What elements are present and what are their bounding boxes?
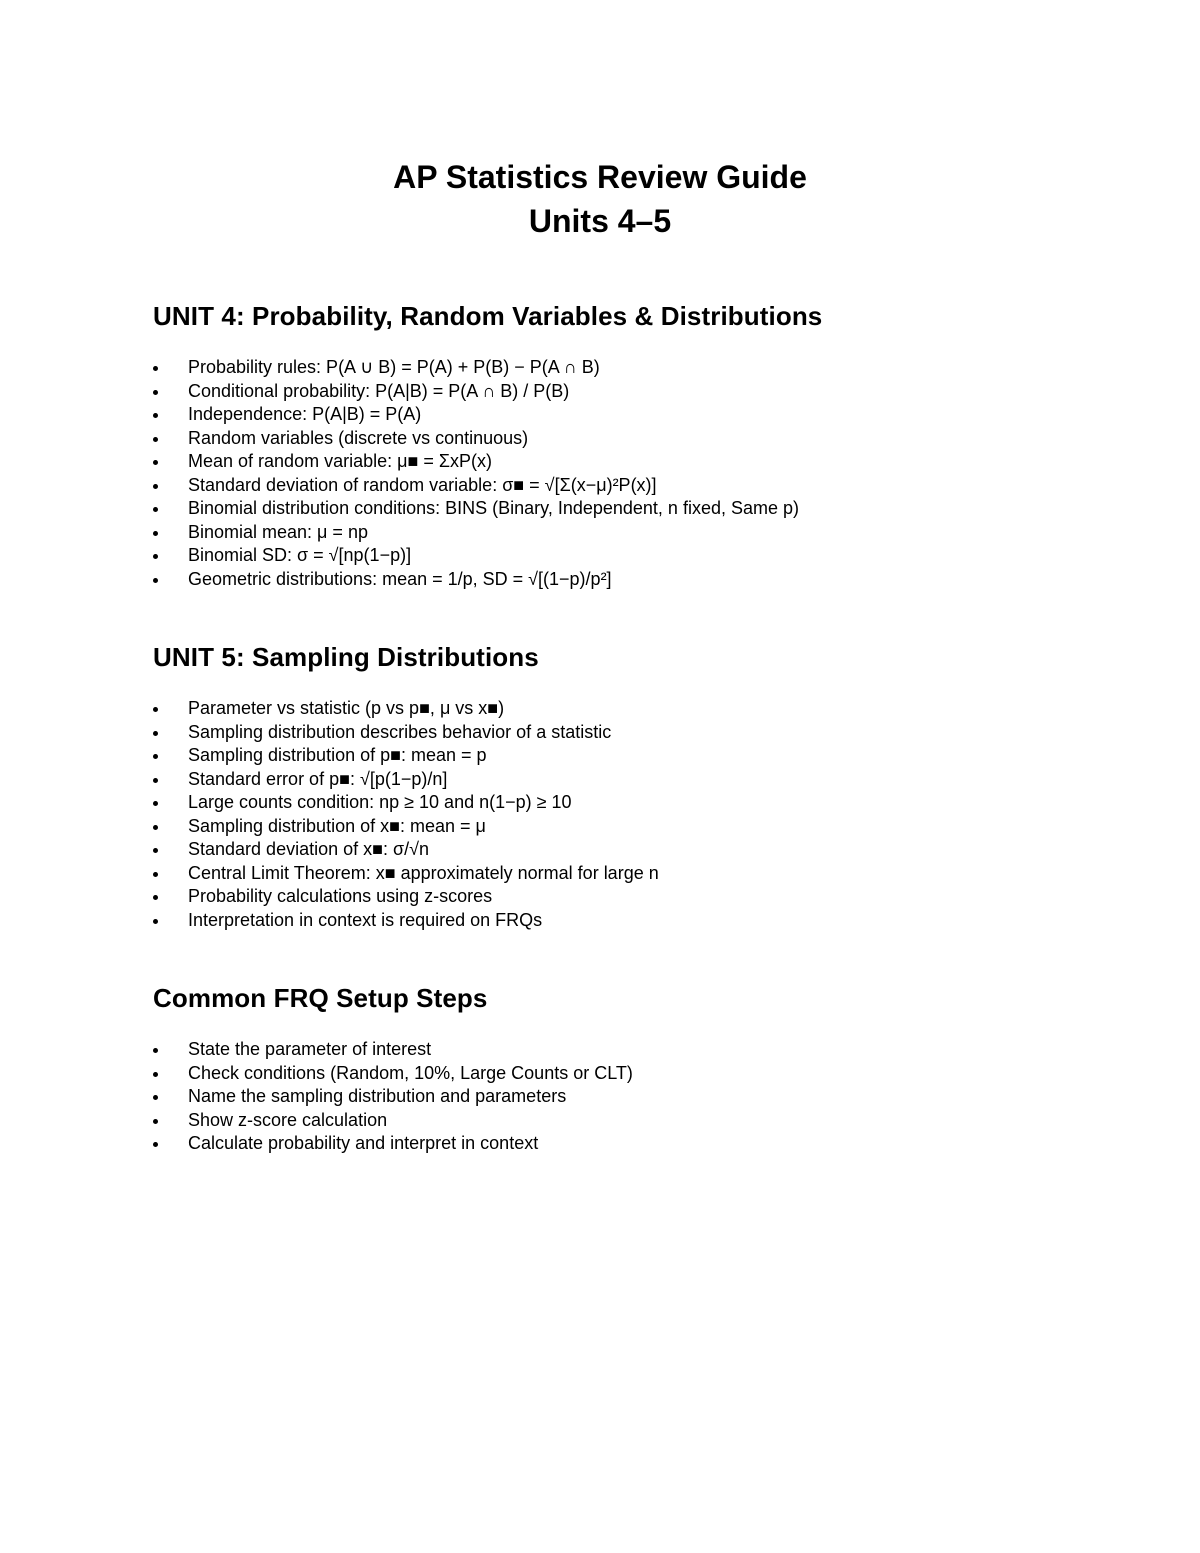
section-heading: UNIT 5: Sampling Distributions [153, 642, 539, 672]
list-item [153, 356, 1103, 380]
section-unit-5 [153, 641, 1103, 932]
list-item-text: Central Limit Theorem: x■ approximately normal for large n [188, 862, 659, 883]
bullet-icon [153, 460, 158, 465]
list-item [153, 862, 1103, 886]
bullet-icon [153, 1072, 158, 1077]
section-heading: UNIT 4: Probability, Random Variables & Distributions [153, 301, 823, 331]
list-item-text: Large counts condition: np ≥ 10 and n(1−p) ≥ 10 [188, 792, 572, 812]
bullet-icon [153, 848, 158, 853]
list-item [153, 403, 1103, 427]
list-item-text: State the parameter of interest [188, 1039, 432, 1059]
bullet-icon [153, 390, 158, 395]
list-item [153, 791, 1103, 815]
list-item [153, 497, 1103, 521]
list-item-text: Standard deviation of random variable: σ■ = √[Σ(x−μ)²P(x)] [188, 474, 657, 495]
bullet-icon [153, 895, 158, 900]
list-item-text: Calculate probability and interpret in context [188, 1133, 539, 1153]
list-item [153, 1062, 1103, 1086]
bullet-icon [153, 578, 158, 583]
bullet-icon [153, 1095, 158, 1100]
list-item-text: Show z-score calculation [188, 1109, 388, 1130]
list-item [153, 474, 1103, 498]
list-item-text: Sampling distribution describes behavior of a statistic [188, 721, 612, 742]
list-item-text: Sampling distribution of p■: mean = p [188, 745, 487, 765]
list-item [153, 909, 1103, 933]
list-item [153, 768, 1103, 792]
list-item-text: Geometric distributions: mean = 1/p, SD = √[(1−p)/p²] [188, 568, 612, 589]
bullet-list [153, 1038, 1103, 1156]
bullet-icon [153, 531, 158, 536]
bullet-icon [153, 872, 158, 877]
bullet-icon [153, 366, 158, 371]
list-item-text: Standard error of p■: √[p(1−p)/n] [188, 768, 448, 789]
list-item-text: Independence: P(A|B) = P(A) [188, 404, 422, 424]
list-item-text: Probability rules: P(A ∪ B) = P(A) + P(B) − P(A ∩ B) [188, 357, 600, 377]
bullet-icon [153, 707, 158, 712]
bullet-icon [153, 507, 158, 512]
bullet-icon [153, 731, 158, 736]
bullet-icon [153, 554, 158, 559]
section-heading: Common FRQ Setup Steps [153, 983, 488, 1013]
list-item-text: Conditional probability: P(A|B) = P(A ∩ B) / P(B) [188, 380, 570, 401]
list-item-text: Binomial distribution conditions: BINS (Binary, Independent, n fixed, Same p) [188, 498, 799, 518]
list-item [153, 1132, 1103, 1156]
bullet-icon [153, 754, 158, 759]
bullet-icon [153, 825, 158, 830]
section-frq-steps [153, 982, 1103, 1156]
document-title [0, 155, 1200, 243]
bullet-icon [153, 801, 158, 806]
list-item [153, 721, 1103, 745]
bullet-icon [153, 1048, 158, 1053]
list-item-text: Binomial mean: μ = np [188, 521, 368, 542]
bullet-icon [153, 1142, 158, 1147]
title-line-2: Units 4–5 [528, 203, 672, 239]
list-item [153, 815, 1103, 839]
list-item-text: Parameter vs statistic (p vs p■, μ vs x■) [188, 698, 505, 718]
list-item [153, 697, 1103, 721]
list-item-text: Random variables (discrete vs continuous) [188, 427, 529, 448]
title-line-1: AP Statistics Review Guide [393, 159, 807, 195]
list-item-text: Standard deviation of x■: σ/√n [188, 839, 429, 859]
bullet-icon [153, 413, 158, 418]
list-item-text: Interpretation in context is required on FRQs [188, 909, 543, 930]
list-item-text: Name the sampling distribution and parameters [188, 1086, 567, 1106]
section-unit-4 [153, 300, 1103, 591]
list-item [153, 1085, 1103, 1109]
list-item-text: Binomial SD: σ = √[np(1−p)] [188, 545, 412, 565]
bullet-icon [153, 919, 158, 924]
list-item-text: Check conditions (Random, 10%, Large Counts or CLT) [188, 1062, 633, 1083]
list-item [153, 1109, 1103, 1133]
list-item [153, 838, 1103, 862]
list-item [153, 521, 1103, 545]
bullet-list [153, 697, 1103, 932]
list-item [153, 427, 1103, 451]
bullet-icon [153, 484, 158, 489]
bullet-icon [153, 778, 158, 783]
list-item [153, 885, 1103, 909]
list-item [153, 568, 1103, 592]
bullet-icon [153, 1119, 158, 1124]
bullet-icon [153, 437, 158, 442]
list-item-text: Sampling distribution of x■: mean = μ [188, 815, 486, 836]
list-item-text: Probability calculations using z-scores [188, 886, 493, 906]
list-item [153, 450, 1103, 474]
list-item [153, 380, 1103, 404]
list-item [153, 744, 1103, 768]
list-item-text: Mean of random variable: μ■ = ΣxP(x) [188, 451, 492, 471]
bullet-list [153, 356, 1103, 591]
list-item [153, 544, 1103, 568]
list-item [153, 1038, 1103, 1062]
